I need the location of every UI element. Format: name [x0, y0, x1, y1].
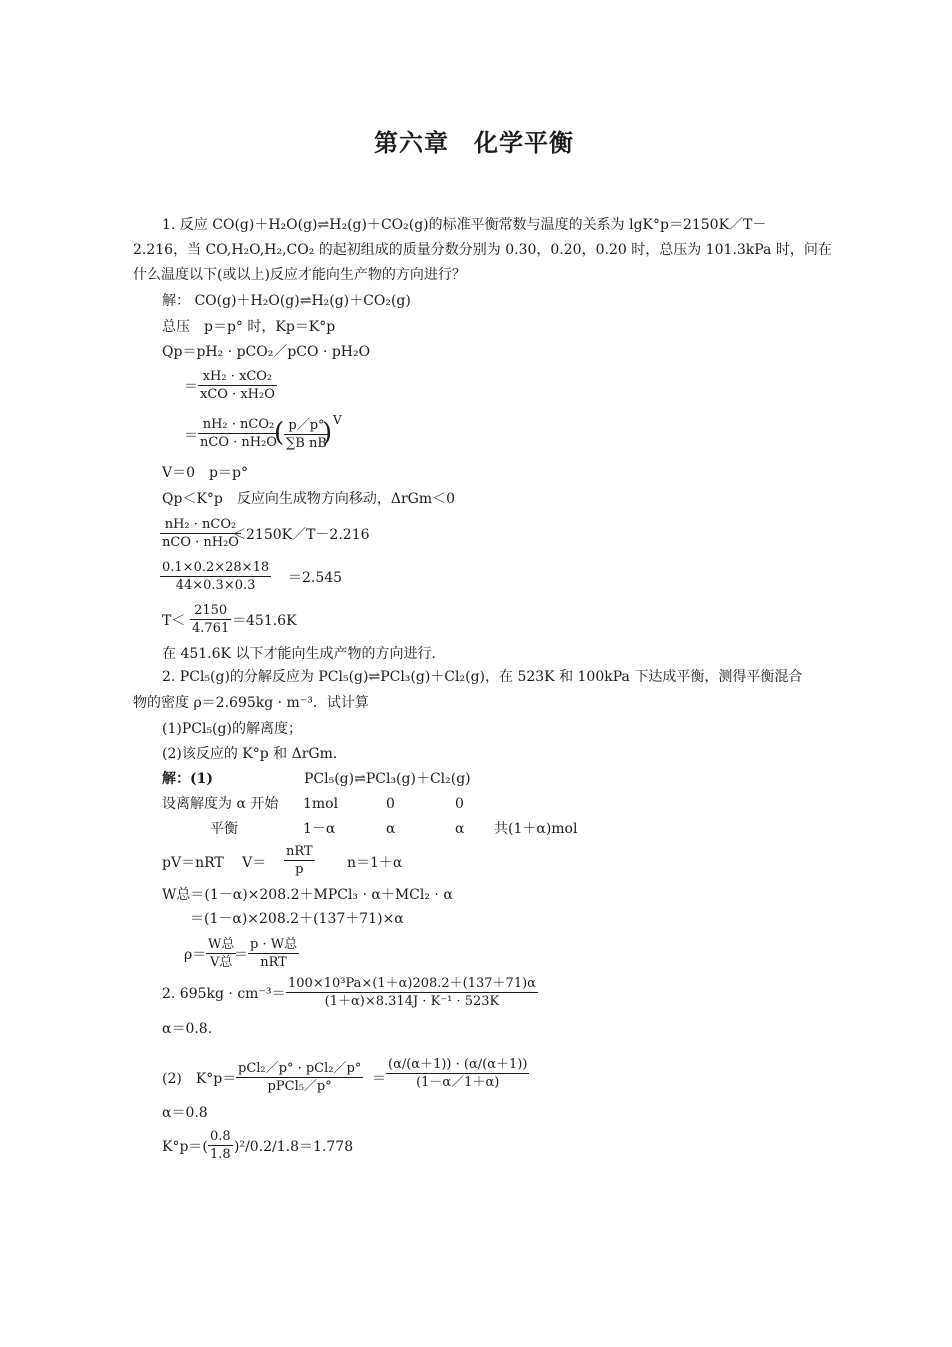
problem-2-line-1: 2. PCl₅(g)的分解反应为 PCl₅(g)⇌PCl₃(g)＋Cl₂(g)，在 523K 和 100kPa 下达成平衡，测得平衡混合	[162, 669, 803, 685]
fraction-denominator: (1－α／1＋α)	[386, 1073, 529, 1089]
solution-2-alpha-value: α＝0.8	[162, 1105, 208, 1121]
chapter-title: 第六章 化学平衡	[374, 129, 574, 157]
solution-2-density-lhs-value: 2. 695kg · cm⁻³＝	[162, 986, 286, 1002]
fraction-numerator: 100×10³Pa×(1＋α)208.2＋(137＋71)α	[288, 976, 536, 991]
fraction-numerator: nRT	[286, 844, 313, 859]
solution-2-mole-count: n＝1＋α	[347, 855, 403, 871]
solution-1-step-5: V＝0 p＝p°	[162, 465, 248, 481]
solution-1-step-4-eq: ＝	[184, 428, 198, 444]
problem-1-line-2: 2.216，当 CO,H₂O,H₂,CO₂ 的起初组成的质量分数分别为 0.30，0.20，0.20 时，总压为 101.3kPa 时，问在	[133, 242, 832, 258]
fraction-denominator: 4.761	[192, 621, 230, 636]
table-row-start-cl2: 0	[455, 796, 464, 812]
table-row-equilibrium-total: 共(1＋α)mol	[494, 821, 578, 837]
table-row-start-label: 设离解度为 α 开始	[162, 796, 279, 812]
solution-1-step-2: Qp＝pH₂ · pCO₂／pCO · pH₂O	[162, 344, 371, 360]
table-row-equilibrium-cl2: α	[455, 821, 465, 837]
fraction-denominator: pPCl₅／p°	[236, 1077, 363, 1093]
fraction-numerator: p／p°	[288, 418, 325, 433]
solution-1-step-9-fraction	[190, 604, 231, 635]
solution-1-step-8-fraction	[160, 561, 271, 592]
problem-1-line-3: 什么温度以下(或以上)反应才能向生产物的方向进行？	[133, 267, 466, 283]
fraction-denominator: 44×0.3×0.3	[160, 576, 271, 592]
solution-1-step-7-rhs: ＜2150K／T－2.216	[232, 527, 370, 543]
fraction-denominator: nRT	[248, 953, 299, 969]
solution-1-step-7-fraction	[160, 518, 241, 549]
solution-2-kp-value-lhs: K°p＝(	[162, 1139, 208, 1155]
fraction-numerator: 2150	[194, 603, 228, 618]
fraction-denominator: nCO · nH₂O	[200, 435, 277, 450]
solution-2-density-equation-fraction	[286, 977, 538, 1008]
solution-1-step-9-rhs: ＝451.6K	[232, 613, 297, 629]
solution-2-density-fraction-2	[248, 938, 299, 969]
table-row-equilibrium-label: 平衡	[210, 821, 238, 837]
problem-1-line-1: 1. 反应 CO(g)＋H₂O(g)⇌H₂(g)＋CO₂(g)的标准平衡常数与温度的关系为 lgK°p＝2150K／T－	[162, 217, 767, 233]
solution-1-step-3-fraction	[198, 370, 277, 401]
solution-2-volume-fraction	[284, 845, 315, 876]
solution-2-density-lhs: ρ＝	[184, 947, 207, 963]
solution-2-alpha-result: α＝0.8.	[162, 1021, 213, 1037]
fraction-denominator: nCO · nH₂O	[162, 535, 239, 550]
solution-1-step-6: Qp＜K°p 反应向生成物方向移动，ΔrGm＜0	[162, 491, 456, 507]
table-row-start-pcl5: 1mol	[303, 796, 339, 812]
solution-2-density-fraction-1	[206, 938, 236, 969]
fraction-denominator: xCO · xH₂O	[200, 387, 275, 402]
solution-2-ideal-gas-lhs: pV＝nRT V＝	[162, 855, 267, 871]
fraction-numerator: pCl₂／p° · pCl₂／p°	[238, 1061, 362, 1076]
solution-1-step-4-fraction	[198, 418, 279, 449]
problem-2-line-2: 物的密度 ρ＝2.695kg · m⁻³．试计算	[133, 695, 369, 711]
problem-2-question-1: (1)PCl₅(g)的解离度；	[162, 721, 302, 737]
fraction-denominator: (1＋α)×8.314J · K⁻¹ · 523K	[286, 992, 538, 1008]
solution-2-mass-2: ＝(1－α)×208.2＋(137＋71)×α	[190, 911, 404, 927]
table-row-start-pcl3: 0	[386, 796, 395, 812]
close-paren: )	[322, 418, 333, 448]
equals-sign: ＝	[234, 947, 248, 963]
fraction-numerator: 0.1×0.2×28×18	[162, 560, 270, 575]
solution-2-kp-alpha-fraction	[386, 1058, 529, 1089]
table-row-equilibrium-pcl5: 1－α	[303, 821, 336, 837]
exponent: V	[333, 413, 342, 427]
solution-2-label: 解：(1)	[162, 771, 213, 787]
fraction-numerator: nH₂ · nCO₂	[202, 417, 275, 432]
open-paren: (	[274, 418, 285, 448]
solution-1-reaction: 解： CO(g)＋H₂O(g)⇌H₂(g)＋CO₂(g)	[162, 293, 411, 309]
solution-1-step-9-lhs: T＜	[162, 613, 186, 629]
solution-1-step-8-rhs: ＝2.545	[288, 570, 343, 586]
solution-2-kp-value-rhs: )²/0.2/1.8＝1.778	[234, 1139, 354, 1155]
table-row-equilibrium-pcl3: α	[386, 821, 396, 837]
fraction-denominator: V总	[206, 953, 236, 969]
solution-2-kp-value-fraction	[208, 1130, 233, 1161]
solution-1-conclusion: 在 451.6K 以下才能向生成产物的方向进行．	[162, 646, 446, 662]
fraction-numerator: p · W总	[250, 937, 298, 952]
fraction-denominator: 1.8	[210, 1147, 231, 1162]
fraction-numerator: W总	[208, 937, 235, 952]
fraction-numerator: (α/(α＋1)) · (α/(α＋1))	[388, 1057, 528, 1072]
fraction-numerator: 0.8	[210, 1129, 231, 1144]
solution-2-kp-fraction	[236, 1062, 363, 1093]
solution-2-kp-lhs: (2) K°p＝	[162, 1071, 237, 1087]
solution-2-reaction: PCl₅(g)⇌PCl₃(g)＋Cl₂(g)	[304, 771, 471, 787]
solution-1-step-1: 总压 p＝p° 时，Kp＝K°p	[162, 319, 336, 335]
fraction-numerator: nH₂ · nCO₂	[164, 517, 237, 532]
solution-2-mass-1: W总＝(1－α)×208.2＋MPCl₃ · α＋MCl₂ · α	[162, 887, 453, 903]
fraction-denominator: p	[284, 860, 315, 876]
equals-sign: ＝	[372, 1071, 386, 1087]
problem-2-question-2: (2)该反应的 K°p 和 ΔrGm．	[162, 746, 347, 762]
solution-1-step-3-eq: ＝	[184, 379, 198, 395]
fraction-numerator: xH₂ · xCO₂	[202, 369, 273, 384]
fraction-denominator: ∑B nB	[286, 436, 327, 451]
